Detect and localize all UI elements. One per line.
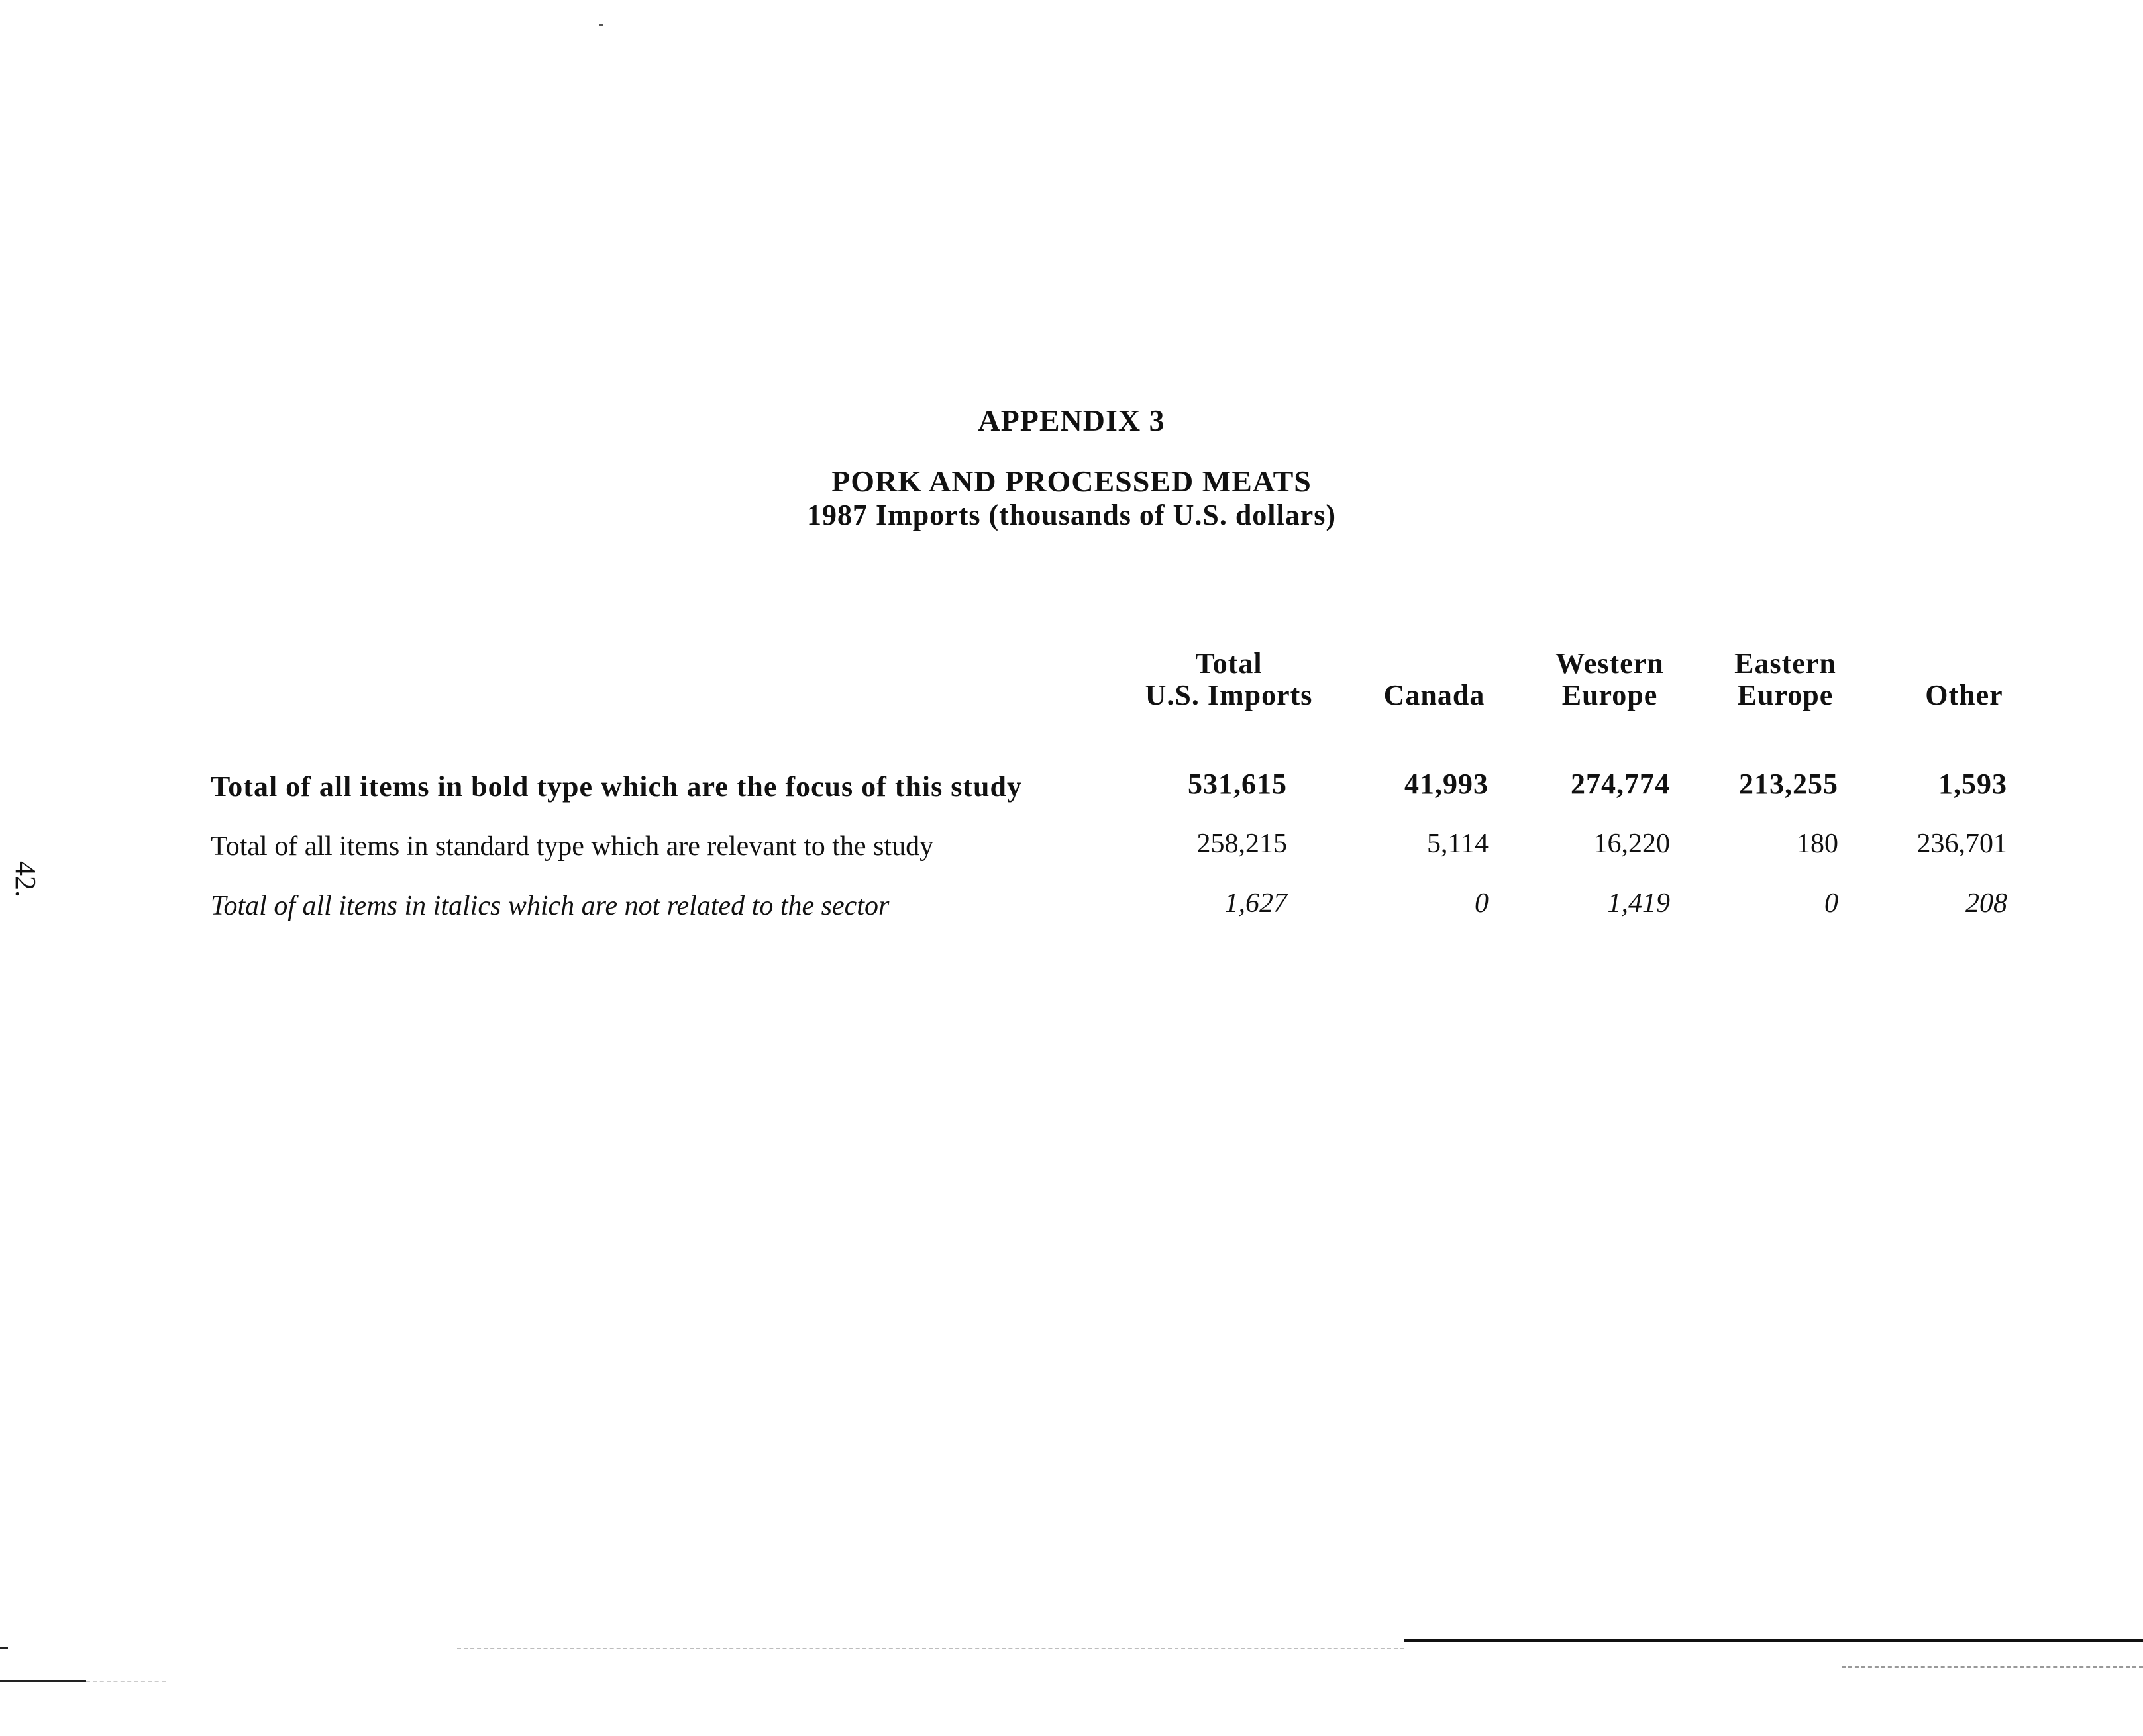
scan-rule-faint (1842, 1666, 2143, 1668)
cell-western-europe: 274,774 (1571, 768, 1670, 800)
scan-mark-top (599, 24, 603, 26)
cell-total-us-imports: 531,615 (1188, 768, 1287, 800)
cell-eastern-europe: 213,255 (1739, 768, 1838, 800)
column-header-line1: Western (1555, 647, 1664, 680)
page-subtitle: 1987 Imports (thousands of U.S. dollars) (806, 499, 1337, 531)
scan-rule-dashed (457, 1648, 1404, 1649)
page-title: PORK AND PROCESSED MEATS (831, 464, 1312, 498)
cell-total-us-imports: 1,627 (1224, 888, 1287, 919)
appendix-heading: APPENDIX 3 (978, 403, 1165, 437)
column-header-line1: Total (1195, 647, 1263, 680)
column-header-other (1908, 648, 2020, 711)
column-header-line2: Europe (1561, 679, 1658, 711)
scan-mark-corner (0, 1647, 8, 1649)
row-label: Total of all items in bold type which are the focus of this study (211, 770, 1022, 803)
column-header-line2: Canada (1383, 679, 1485, 711)
column-header-western-europe (1540, 648, 1679, 711)
scan-rule-solid (1404, 1639, 2143, 1642)
cell-other: 236,701 (1916, 829, 2007, 859)
cell-canada: 41,993 (1404, 768, 1489, 800)
column-header-line1 (1908, 648, 2020, 680)
row-label: Total of all items in italics which are not related to the sector (211, 891, 890, 921)
page-number: 42. (9, 861, 42, 897)
column-header-line1 (1371, 648, 1497, 680)
scan-rule-left (0, 1680, 86, 1682)
cell-western-europe: 1,419 (1607, 888, 1670, 919)
cell-eastern-europe: 180 (1797, 829, 1838, 859)
cell-other: 208 (1965, 888, 2007, 919)
scan-rule-left-faint (86, 1681, 166, 1682)
cell-other: 1,593 (1938, 768, 2007, 800)
cell-total-us-imports: 258,215 (1196, 829, 1287, 859)
column-header-canada (1371, 648, 1497, 711)
column-header-line1: Eastern (1734, 647, 1836, 680)
cell-western-europe: 16,220 (1593, 829, 1670, 859)
cell-canada: 5,114 (1427, 829, 1489, 859)
column-header-line2: U.S. Imports (1145, 679, 1313, 711)
cell-eastern-europe: 0 (1824, 888, 1838, 919)
column-header-eastern-europe (1719, 648, 1852, 711)
column-header-line2: Other (1925, 679, 2003, 711)
cell-canada: 0 (1475, 888, 1489, 919)
column-header-total-us-imports (1120, 648, 1338, 711)
row-label: Total of all items in standard type which are relevant to the study (211, 831, 934, 862)
column-header-line2: Europe (1737, 679, 1834, 711)
